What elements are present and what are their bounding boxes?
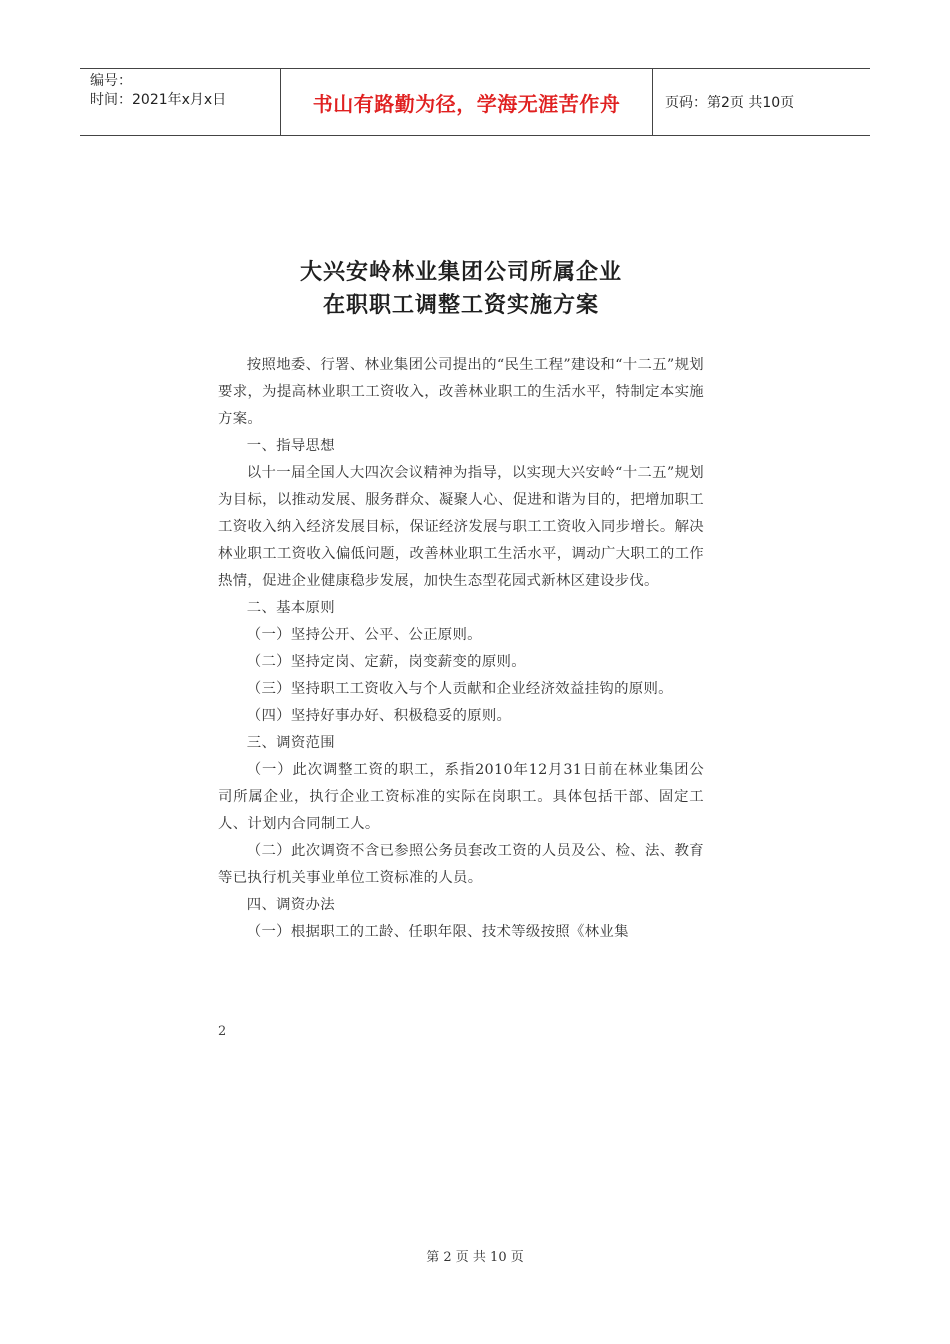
list-item: （一）根据职工的工龄、任职年限、技术等级按照《林业集 [246,924,629,940]
time-label: 时间：2021年x月x日 [90,92,227,108]
header-table [80,68,870,136]
header-meta-cell [80,69,281,135]
document-body [218,352,704,946]
section-heading: 四、调资办法 [246,897,335,913]
scan-page-number: 2 [218,1024,227,1039]
paragraph: 按照地委、行署、林业集团公司提出的“民生工程”建设和“十二五”规划要求，为提高林业职工工资收入，改善林业职工的生活水平，特制定本实施方案。 [218,357,704,427]
section-heading: 三、调资范围 [246,735,335,751]
page-info: 页码：第2页 共10页 [665,95,795,111]
motto: 书山有路勤为径，学海无涯苦作舟 [281,69,653,135]
serial-label: 编号： [90,73,132,89]
section-heading: 一、指导思想 [246,438,335,454]
footer-page-number: 第 2 页 共 10 页 [426,1250,524,1265]
list-item: （一）坚持公开、公平、公正原则。 [246,627,482,643]
paragraph: 以十一届全国人大四次会议精神为指导，以实现大兴安岭“十二五”规划为目标，以推动发展、服务群众、凝聚人心、促进和谐为目的，把增加职工工资收入纳入经济发展目标，保证经济发展与职工工资收入同步增长。解决林业职工工资收入偏低问题，改善林业职工生活水平，调动广大职工的工作热情，促进企业健康稳步发展，加快生态型花园式新林区建设步伐。 [218,465,704,589]
section-heading: 二、基本原则 [246,600,335,616]
list-item: （一）此次调整工资的职工，系指2010年12月31日前在林业集团公司所属企业，执行企业工资标准的实际在岗职工。具体包括干部、固定工人、计划内合同制工人。 [218,762,704,832]
list-item: （三）坚持职工工资收入与个人贡献和企业经济效益挂钩的原则。 [246,681,673,697]
document-title-line-1: 大兴安岭林业集团公司所属企业 [299,259,622,285]
list-item: （二）坚持定岗、定薪，岗变薪变的原则。 [246,654,526,670]
list-item: （二）此次调资不含已参照公务员套改工资的人员及公、检、法、教育等已执行机关事业单位工资标准的人员。 [218,843,704,886]
document-title-line-2: 在职职工调整工资实施方案 [322,292,599,318]
list-item: （四）坚持好事办好、积极稳妥的原则。 [246,708,512,724]
